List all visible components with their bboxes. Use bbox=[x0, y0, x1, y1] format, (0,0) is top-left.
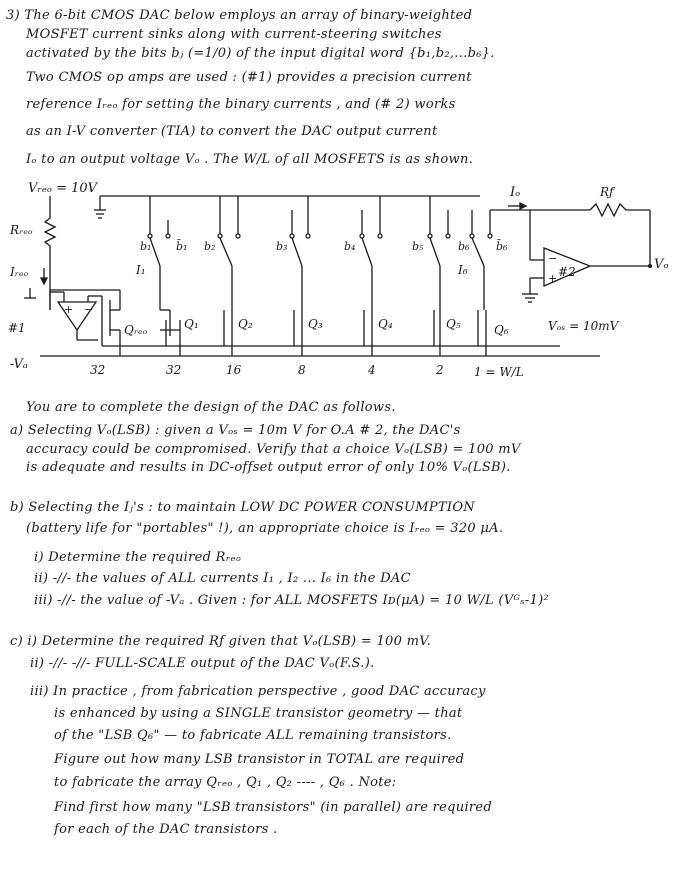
part-c-line: iii) In practice , from fabrication perspective , good DAC accuracy bbox=[30, 684, 486, 699]
intro-line: MOSFET current sinks along with current-steering switches bbox=[26, 27, 442, 42]
qref-label: Qᵣₑₒ bbox=[124, 323, 148, 337]
bit-label-b5: b₅ bbox=[412, 240, 424, 253]
q4-label: Q₄ bbox=[378, 317, 393, 331]
i6-label: I₆ bbox=[458, 263, 468, 277]
part-b-line: iii) -//- the value of -Vₐ . Given : for ALL MOSFETS Iᴅ(μA) = 10 W/L (Vᴳₛ-1)² bbox=[34, 593, 550, 608]
bit-bar-label-b6: b̄₆ bbox=[496, 240, 508, 253]
rf-label: Rƒ bbox=[600, 185, 614, 199]
q2-label: Q₂ bbox=[238, 317, 253, 331]
minus-va-label: -Vₐ bbox=[10, 357, 28, 372]
branch-5 bbox=[428, 196, 450, 356]
part-b-line: i) Determine the required Rᵣₑₒ bbox=[34, 550, 242, 565]
wl-value: 1 = W/L bbox=[474, 365, 524, 379]
branch-2 bbox=[218, 196, 240, 356]
part-b-line: ii) -//- the values of ALL currents I₁ , I₂ ... I₆ in the DAC bbox=[34, 571, 411, 586]
wl-value: 32 bbox=[90, 363, 106, 377]
part-b-line: (battery life for "portables" !), an appropriate choice is Iᵣₑₒ = 320 μA. bbox=[26, 521, 504, 536]
opamp1-plus: + bbox=[64, 303, 74, 316]
part-b-line: b) Selecting the Iⱼ's : to maintain LOW DC POWER CONSUMPTION bbox=[10, 500, 475, 515]
q6-label: Q₆ bbox=[494, 323, 509, 337]
branch-1 bbox=[148, 196, 180, 356]
intro-line: Iₒ to an output voltage Vₒ . The W/L of all MOSFETS is as shown. bbox=[26, 152, 474, 167]
opamp2-label: #2 bbox=[558, 265, 576, 279]
part-c-line: ii) -//- -//- FULL-SCALE output of the DAC Vₒ(F.S.). bbox=[30, 656, 375, 671]
wl-value: 16 bbox=[226, 363, 242, 377]
vos-label: Vₒₛ = 10mV bbox=[548, 319, 619, 333]
opamp2-minus: − bbox=[548, 252, 558, 265]
part-c-line: c) i) Determine the required Rƒ given that Vₒ(LSB) = 100 mV. bbox=[10, 634, 432, 649]
intro-line: activated by the bits bⱼ (=1/0) of the input digital word {b₁,b₂,...b₆}. bbox=[26, 46, 495, 61]
bit-label-b6: b₆ bbox=[458, 240, 470, 253]
rref-label: Rᵣₑₒ bbox=[10, 223, 33, 237]
q3-label: Q₃ bbox=[308, 317, 323, 331]
part-a-line: a) Selecting Vₒ(LSB) : given a Vₒₛ = 10m V for O.A # 2, the DAC's bbox=[10, 423, 461, 438]
io-label: Iₒ bbox=[510, 185, 521, 200]
branch-6 bbox=[470, 210, 492, 356]
rref-resistor bbox=[45, 206, 55, 254]
wl-value: 32 bbox=[166, 363, 182, 377]
part-c-line: to fabricate the array Qᵣₑₒ , Q₁ , Q₂ ---- , Q₆ . Note: bbox=[54, 775, 397, 790]
vo-label: Vₒ bbox=[654, 257, 669, 272]
vref-label: Vᵣₑₒ = 10V bbox=[28, 181, 98, 196]
bit-label-b1: b₁ bbox=[140, 240, 152, 253]
bit-bar-label-b1: b̄₁ bbox=[176, 240, 188, 253]
task-lead: You are to complete the design of the DAC as follows. bbox=[26, 400, 396, 415]
i1-label: I₁ bbox=[136, 263, 146, 277]
wl-value: 2 bbox=[436, 363, 444, 377]
intro-line: as an I-V converter (TIA) to convert the DAC output current bbox=[26, 124, 438, 139]
bit-label-b4: b₄ bbox=[344, 240, 356, 253]
part-c-line: of the "LSB Q₆" — to fabricate ALL remaining transistors. bbox=[54, 728, 452, 743]
intro-line: 3) The 6-bit CMOS DAC below employs an array of binary-weighted bbox=[6, 8, 473, 23]
part-a-line: accuracy could be compromised. Verify that a choice Vₒ(LSB) = 100 mV bbox=[26, 442, 521, 457]
opamp1-label: #1 bbox=[8, 321, 26, 335]
opamp1-minus: − bbox=[84, 303, 94, 316]
wl-value: 8 bbox=[298, 363, 306, 377]
branch-3 bbox=[290, 196, 310, 356]
opamp2-plus: + bbox=[548, 272, 558, 285]
bit-label-b2: b₂ bbox=[204, 240, 216, 253]
branch-4 bbox=[360, 196, 382, 356]
rf-resistor bbox=[590, 204, 650, 216]
part-c-line: Figure out how many LSB transistor in TOTAL are required bbox=[54, 752, 465, 767]
part-c-line: Find first how many "LSB transistors" (in parallel) are required bbox=[54, 800, 493, 815]
q5-label: Q₅ bbox=[446, 317, 461, 331]
bit-label-b3: b₃ bbox=[276, 240, 288, 253]
wl-value: 4 bbox=[368, 363, 376, 377]
q1-label: Q₁ bbox=[184, 317, 199, 331]
iref-label: Iᵣₑₒ bbox=[10, 265, 29, 279]
part-c-line: is enhanced by using a SINGLE transistor geometry — that bbox=[54, 706, 463, 721]
dac-circuit-diagram bbox=[0, 170, 674, 385]
intro-line: Two CMOS op amps are used : (#1) provides a precision current bbox=[26, 70, 472, 85]
part-a-line: is adequate and results in DC-offset output error of only 10% Vₒ(LSB). bbox=[26, 460, 511, 475]
part-c-line: for each of the DAC transistors . bbox=[54, 822, 278, 837]
intro-line: reference Iᵣₑₒ for setting the binary currents , and (# 2) works bbox=[26, 97, 456, 112]
